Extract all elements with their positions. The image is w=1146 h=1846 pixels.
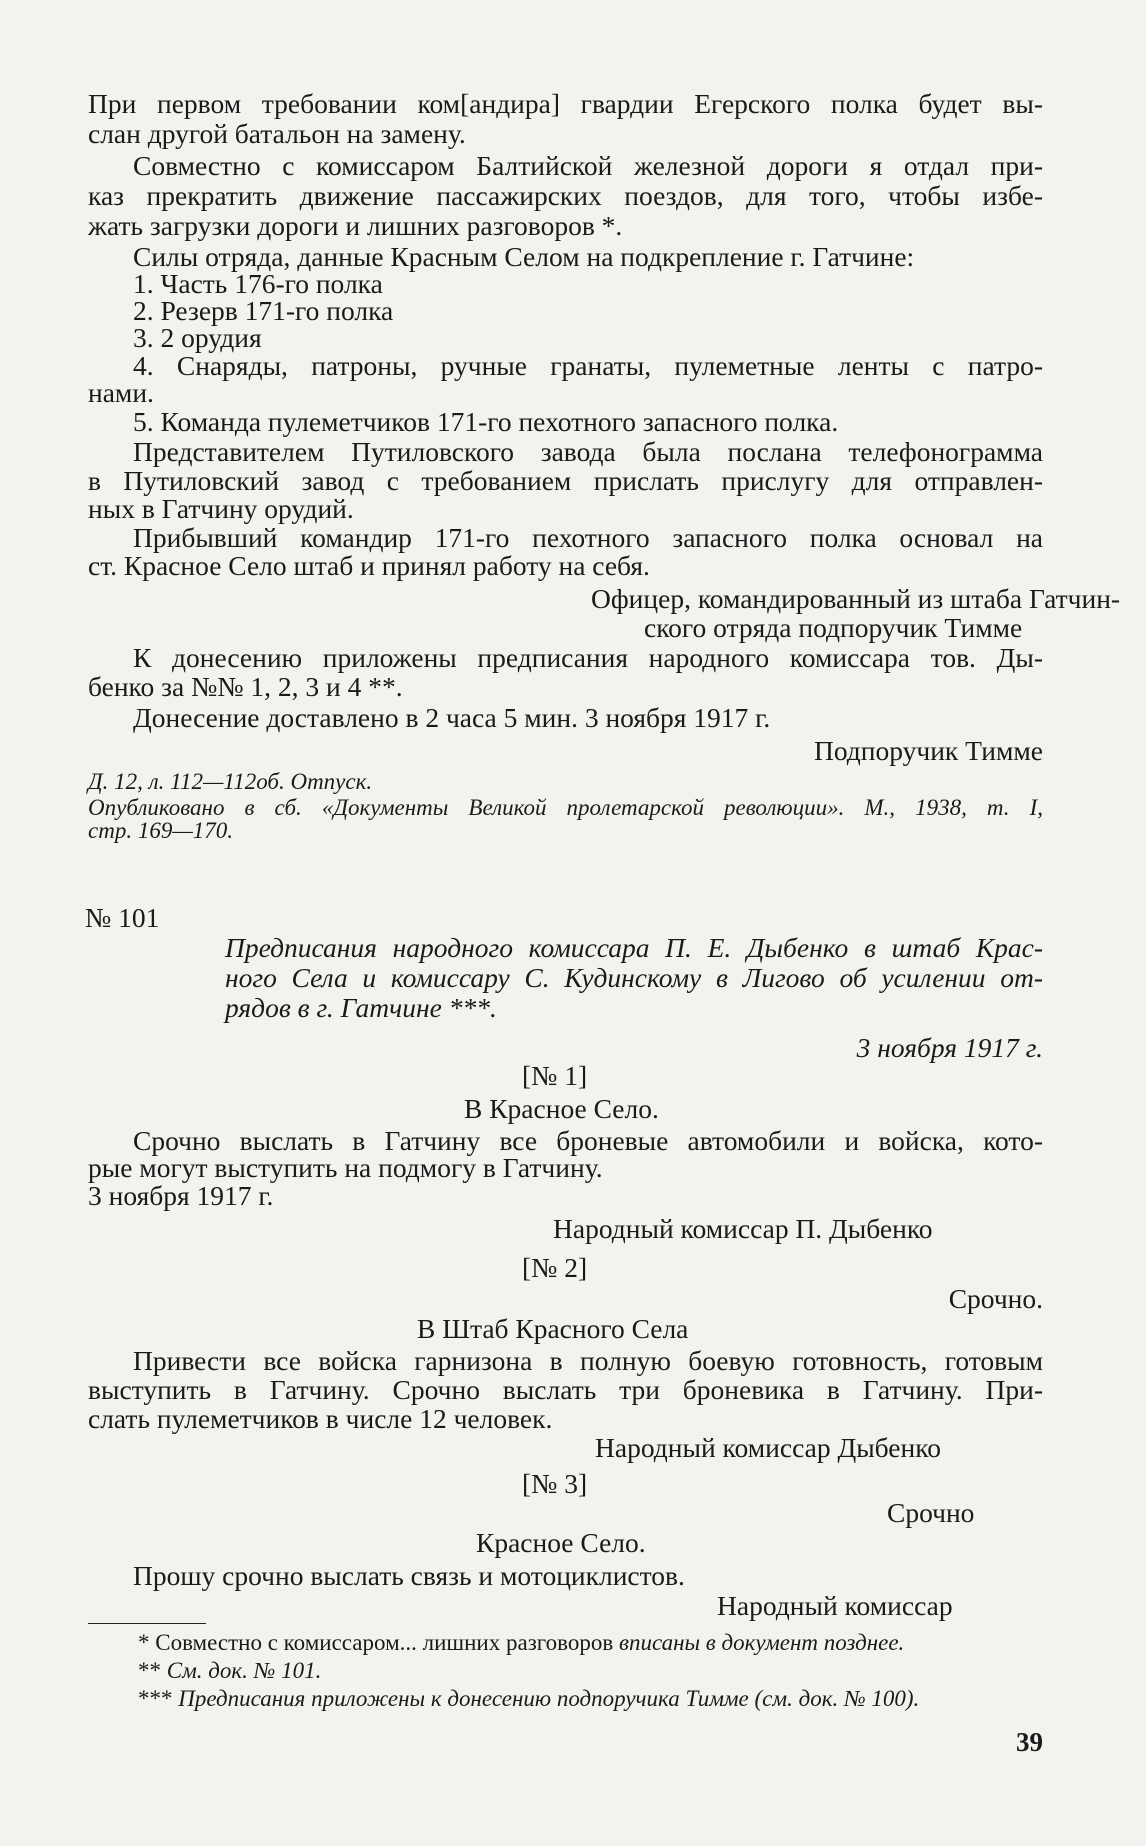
footnote — [138, 1658, 321, 1684]
body-line: К донесению приложены предписания народного комиссара тов. Ды- — [133, 642, 1043, 673]
urgent-mark: Срочно — [887, 1497, 975, 1528]
document-number: № 101 — [85, 902, 160, 933]
signature-line: Подпоручик Тимме — [813, 735, 1043, 766]
footnote — [138, 1686, 919, 1712]
list-item: 5. Команда пулеметчиков 171-го пехотного запасного полка. — [133, 406, 839, 437]
footnote-mark: ** — [138, 1658, 161, 1683]
order-text: Прошу срочно выслать связь и мотоциклистов. — [133, 1560, 685, 1591]
footnote-text: Предписания приложены к донесению подпоручика Тимме (см. док. № 100). — [178, 1686, 920, 1711]
footnote-text: Совместно с комиссаром... лишних разговоров — [155, 1630, 614, 1655]
order-signature: Народный комиссар — [717, 1590, 953, 1621]
order-text: Привести все войска гарнизона в полную боевую готовность, готовым — [133, 1345, 1043, 1376]
body-line: ст. Красное Село штаб и принял работу на себя. — [88, 550, 650, 581]
footnote-mark: *** — [138, 1686, 173, 1711]
body-line: слан другой батальон на замену. — [88, 118, 466, 149]
footnote-mark: * — [138, 1630, 150, 1655]
body-line: Совместно с комиссаром Балтийской железной дороги я отдал при- — [133, 150, 1043, 181]
order-text: слать пулеметчиков в числе 12 человек. — [88, 1403, 553, 1434]
footnote — [138, 1630, 904, 1656]
body-line: ных в Гатчину орудий. — [88, 493, 354, 524]
list-item: нами. — [88, 377, 154, 408]
order-recipient: В Штаб Красного Села — [417, 1313, 689, 1344]
page-number: 39 — [1016, 1727, 1043, 1757]
order-number: [№ 3] — [522, 1468, 588, 1499]
body-line: каз прекратить движение пассажирских поездов, для того, чтобы избе- — [88, 180, 1043, 211]
order-recipient: Красное Село. — [476, 1527, 646, 1558]
order-number: [№ 2] — [522, 1252, 588, 1283]
order-text: рые могут выступить на подмогу в Гатчину. — [88, 1152, 603, 1183]
urgent-mark: Срочно. — [948, 1283, 1043, 1314]
list-item: 4. Снаряды, патроны, ручные гранаты, пулеметные ленты с патро- — [133, 350, 1043, 381]
footnote-text: См. док. № 101. — [166, 1658, 322, 1683]
order-text: Срочно выслать в Гатчину все броневые автомобили и войска, кото- — [133, 1125, 1043, 1156]
order-text: 3 ноября 1917 г. — [88, 1180, 274, 1211]
body-line: При первом требовании ком[андира] гвардии Егерского полка будет вы- — [88, 88, 1043, 119]
body-line: Прибывший командир 171-го пехотного запасного полка основал на — [133, 522, 1043, 553]
body-line: жать загрузки дороги и лишних разговоров *. — [88, 210, 623, 241]
signature-line: Офицер, командированный из штаба Гатчин- — [591, 583, 1121, 614]
document-date: 3 ноября 1917 г. — [856, 1032, 1043, 1063]
footnote-rule — [88, 1623, 206, 1624]
list-item: 2. Резерв 171-го полка — [133, 295, 394, 326]
publication-note: стр. 169—170. — [88, 818, 234, 843]
document-title: Предписания народного комиссара П. Е. Дыбенко в штаб Крас- — [225, 932, 1043, 963]
body-line: Донесение доставлено в 2 часа 5 мин. 3 ноября 1917 г. — [133, 702, 771, 733]
order-recipient: В Красное Село. — [464, 1093, 659, 1124]
body-line: бенко за №№ 1, 2, 3 и 4 **. — [88, 671, 403, 702]
signature-line: ского отряда подпоручик Тимме — [644, 612, 1023, 643]
order-signature: Народный комиссар Дыбенко — [595, 1432, 941, 1463]
footnote-text: вписаны в документ позднее. — [618, 1630, 905, 1655]
body-line: в Путиловский завод с требованием прислать прислугу для отправлен- — [88, 465, 1043, 496]
archive-reference: Д. 12, л. 112—112об. Отпуск. — [88, 769, 373, 794]
document-title: рядов в г. Гатчине ***. — [225, 992, 497, 1023]
document-title: ного Села и комиссару С. Кудинскому в Лигово об усилении от- — [225, 962, 1043, 993]
order-text: выступить в Гатчину. Срочно выслать три броневика в Гатчину. При- — [88, 1374, 1043, 1405]
order-number: [№ 1] — [522, 1060, 588, 1091]
body-line: Силы отряда, данные Красным Селом на подкрепление г. Гатчине: — [133, 241, 915, 272]
list-item: 3. 2 орудия — [133, 322, 262, 353]
order-signature: Народный комиссар П. Дыбенко — [553, 1213, 933, 1244]
publication-note: Опубликовано в сб. «Документы Великой пролетарской революции». М., 1938, т. I, — [88, 795, 1043, 820]
list-item: 1. Часть 176-го полка — [133, 268, 383, 299]
body-line: Представителем Путиловского завода была послана телефонограмма — [133, 436, 1043, 467]
